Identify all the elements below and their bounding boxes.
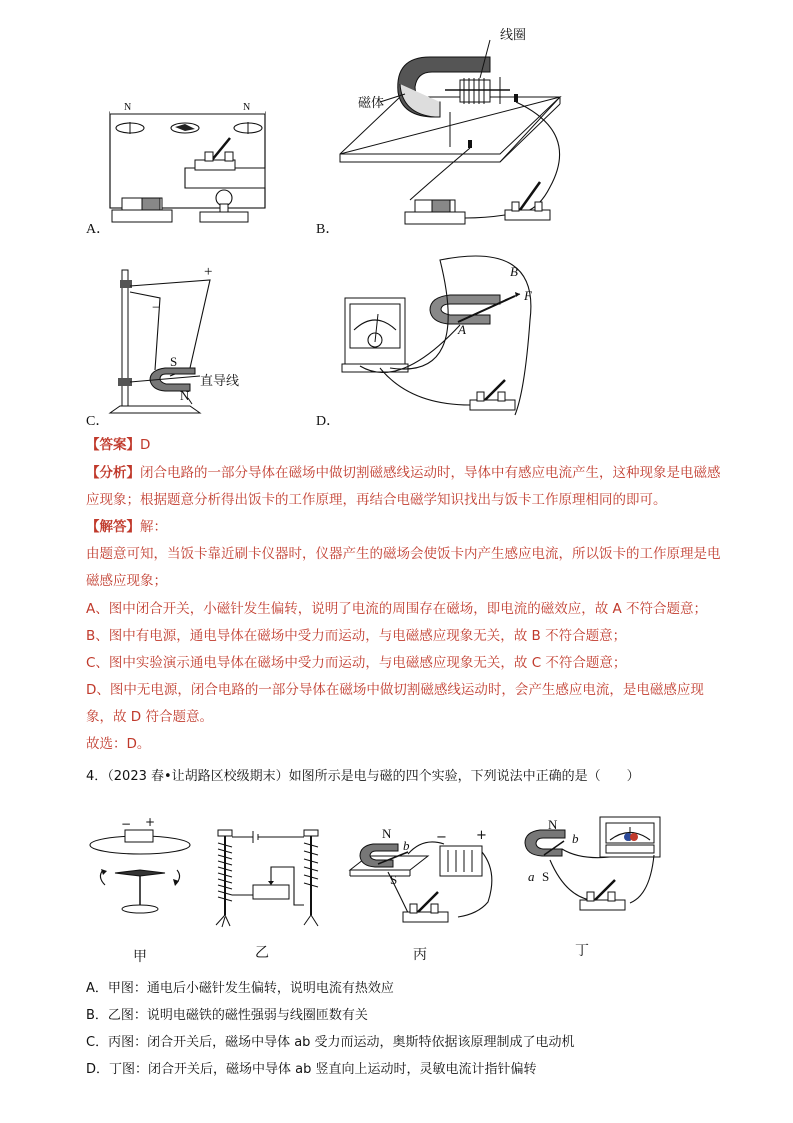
label-yi: 乙: [255, 945, 269, 961]
question-4-stem: 4．（2023 春•让胡路区校级期末）如图所示是电与磁的四个实验，下列说法中正确的是（ ）: [86, 769, 640, 784]
jia-plus: +: [145, 815, 156, 829]
option-c: C．丙图：闭合开关后，磁场中导体 ab 受力而运动，奥斯特依据该原理制成了电动机: [86, 1035, 575, 1050]
option-b: B．乙图：说明电磁铁的磁性强弱与线圈匝数有关: [86, 1008, 368, 1023]
solution-conclusion: 故选：D。: [86, 736, 151, 752]
figure-c: [100, 258, 270, 423]
solution-tag: 【解答】: [86, 519, 140, 535]
figure-a-pole-right: N: [243, 102, 251, 113]
pole-s: S: [170, 354, 178, 369]
analysis-text: 闭合电路的一部分导体在磁场中做切割磁感线运动时，导体中有感应电流产生，这种现象是电磁感应现象；根据题意分析得出饭卡的工作原理，再结合电磁学知识找出与饭卡工作原理相同的即可。: [86, 465, 721, 508]
figure-yi-drawing: [208, 825, 328, 930]
point-b-label: B: [510, 264, 518, 279]
magnet-label: 磁体: [358, 96, 385, 111]
coil-label: 线圈: [500, 28, 527, 43]
ding-pole-s: S: [542, 869, 550, 884]
plus-sign: +: [204, 264, 213, 280]
figure-c-label: C．: [86, 414, 110, 429]
force-f-label: F: [524, 288, 532, 303]
figure-a-label: A．: [86, 222, 111, 237]
analysis-tag: 【分析】: [86, 465, 140, 481]
bing-pole-n: N: [382, 826, 392, 841]
answer-value: D: [140, 437, 151, 453]
option-a: A．甲图：通电后小磁针发生偏转，说明电流有热效应: [86, 981, 394, 996]
figure-b-label: B．: [316, 222, 340, 237]
bing-minus: −: [436, 830, 447, 845]
label-ding: 丁: [575, 943, 589, 959]
figure-d-label: D．: [316, 414, 341, 429]
bing-point-b: b: [403, 838, 410, 853]
pole-n: N: [180, 388, 190, 403]
label-jia: 甲: [133, 949, 147, 965]
figure-yi: [208, 825, 328, 930]
label-bing: 丙: [413, 947, 427, 963]
point-a-label: A: [458, 322, 466, 337]
ding-point-a: a: [528, 869, 535, 884]
ding-pole-n: N: [548, 817, 558, 832]
minus-sign: −: [152, 300, 161, 316]
figure-a-drawing: [100, 100, 280, 235]
solution-colon: 解：: [140, 519, 167, 535]
solution-line-c: C、图中实验演示通电导体在磁场中受力而运动，与电磁感应现象无关，故 C 不符合题意；: [86, 655, 627, 671]
solution-intro: 由题意可知，当饭卡靠近刷卡仪器时，仪器产生的磁场会使饭卡内产生感应电流，所以饭卡的工作原理是电磁感应现象；: [86, 546, 721, 589]
solution-header: [86, 514, 726, 541]
figure-d: [340, 240, 570, 425]
figure-a-pole-left: N: [124, 102, 132, 113]
answer-line: [86, 432, 726, 459]
figure-b-drawing: [340, 22, 580, 232]
bing-pole-s: S: [390, 872, 398, 887]
answer-tag: 【答案】: [86, 437, 140, 453]
solution-line-b: B、图中有电源，通电导体在磁场中受力而运动，与电磁感应现象无关，故 B 不符合题意；: [86, 628, 627, 644]
jia-minus: −: [121, 817, 132, 831]
figure-jia-drawing: [85, 815, 195, 920]
analysis-paragraph: [86, 460, 726, 514]
figure-a: [100, 100, 280, 235]
solution-line-d: D、图中无电源，闭合电路的一部分导体在磁场中做切割磁感线运动时，会产生感应电流，是电磁感应现象，故 D 符合题意。: [86, 682, 704, 725]
solution-line-a: A、图中闭合开关，小磁针发生偏转，说明了电流的周围存在磁场，即电流的磁效应，故 A 不符合题意；: [86, 601, 708, 617]
figure-jia: [85, 815, 195, 920]
figure-ding: [520, 815, 670, 925]
ding-point-b: b: [572, 831, 579, 846]
figure-d-drawing: [340, 240, 570, 425]
bing-plus: +: [476, 828, 487, 843]
option-d: D．丁图：闭合开关后，磁场中导体 ab 竖直向上运动时，灵敏电流计指针偏转: [86, 1062, 537, 1077]
straight-wire-label: 直导线: [200, 374, 240, 389]
figure-b: [340, 22, 580, 232]
figure-bing: [348, 822, 498, 927]
